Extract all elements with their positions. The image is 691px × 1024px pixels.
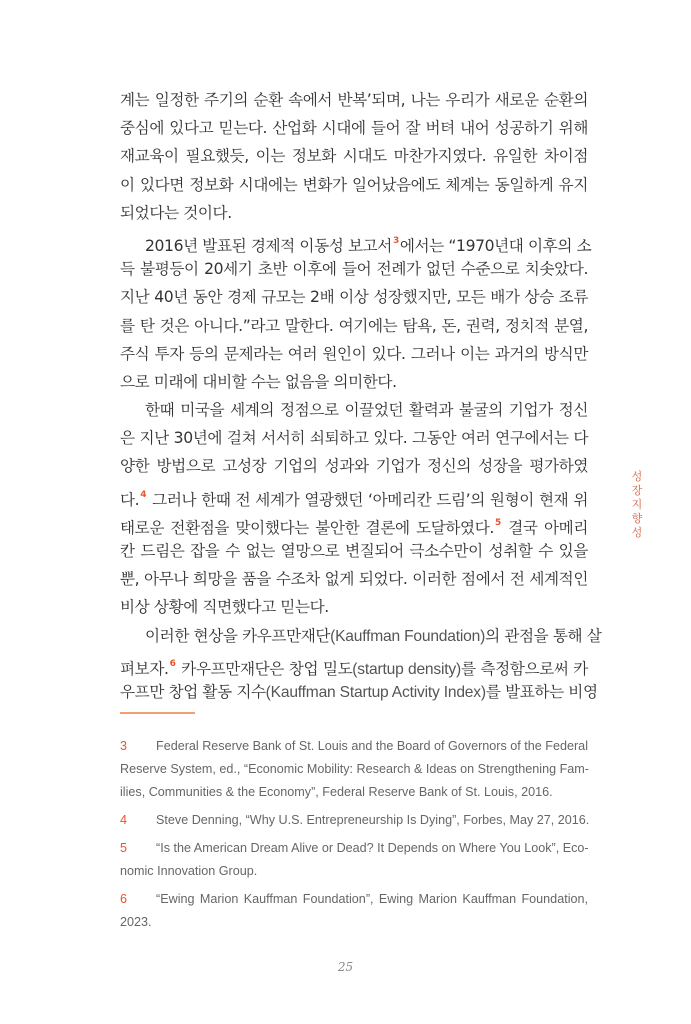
text-segment: 뿐, 아무나 희망을 품을 수조차 없게 되었다. 이러한 점에서 전 세계적인	[120, 570, 588, 589]
text-line	[120, 283, 588, 311]
footnote-text: ilies, Communities & the Economy”, Federal Reserve Bank of St. Louis, 2016.	[120, 785, 553, 799]
text-segment: 으로 미래에 대비할 수는 없음을 의미한다.	[120, 372, 397, 391]
text-segment: 되었다는 것이다.	[120, 203, 232, 222]
side-label-char: 지	[631, 498, 643, 511]
text-line	[120, 199, 588, 227]
text-segment: 의 관점을 통해 살	[485, 626, 602, 645]
footnote-marker: 6	[169, 658, 176, 669]
side-label-char: 성	[631, 526, 643, 539]
footnote-text: “Is the American Dream Alive or Dead? It Depends on Where You Look”, Eco-	[156, 841, 589, 855]
latin-text: (Kauffman Foundation)	[330, 627, 486, 645]
text-segment: 이러한 현상을 카우프만재단	[145, 626, 331, 645]
footnote-line	[120, 888, 588, 911]
footnotes	[120, 735, 588, 939]
text-line	[120, 86, 588, 114]
text-segment: 그러나 한때 전 세계가 열광했던 ‘아메리칸 드림’의 원형이 현재 위	[147, 490, 588, 509]
text-segment: 를 측정함으로써 카	[460, 659, 588, 678]
text-line	[120, 396, 588, 424]
text-segment: 를 발표하는 비영	[485, 682, 598, 701]
footnote-line	[120, 911, 588, 934]
page-number: 25	[337, 960, 354, 974]
footnote-line	[120, 837, 588, 860]
footnote	[120, 837, 588, 883]
footnote-number: 3	[120, 739, 128, 753]
text-segment: 우프만 창업 활동 지수	[120, 682, 266, 701]
text-segment: 양한 방법으로 고성장 기업의 성과와 기업가 정신의 성장을 평가하였	[120, 457, 588, 476]
latin-text: (Kauffman Startup Activity Index)	[265, 683, 486, 701]
text-line	[120, 340, 588, 368]
footnote-text: Steve Denning, “Why U.S. Entrepreneurship Is Dying”, Forbes, May 27, 2016.	[156, 813, 590, 827]
text-segment: 득 불평등이 20세기 초반 이후에 들어 전례가 없던 수준으로 치솟았다.	[120, 260, 588, 279]
footnote-number: 5	[120, 841, 128, 855]
footnote-text: Federal Reserve Bank of St. Louis and the Board of Governors of the Federal	[156, 739, 588, 753]
footnote	[120, 888, 588, 934]
text-segment: 를 탄 것은 아니다.”라고 말한다. 여기에는 탐욕, 돈, 권력, 정치적 분열,	[120, 316, 588, 335]
side-label-char: 성	[631, 470, 643, 483]
text-line	[120, 368, 588, 396]
footnote	[120, 809, 588, 832]
text-segment: 태로운 전환점을 맞이했다는 불안한 결론에 도달하였다.	[120, 518, 494, 537]
footnote-text: 2023.	[120, 915, 152, 929]
footnote-line	[120, 781, 588, 804]
text-segment: 2016년 발표된 경제적 이동성 보고서	[145, 236, 392, 255]
text-segment: 중심에 있다고 믿는다. 산업화 시대에 들어 잘 버텨 내어 성공하기 위해	[120, 119, 588, 138]
text-segment: 지난 40년 동안 경제 규모는 2배 이상 성장했지만, 모든 배가 상승 조류	[120, 288, 588, 307]
text-line	[120, 509, 588, 537]
text-segment: 이 있다면 정보화 시대에는 변화가 일어났음에도 체계는 동일하게 유지	[120, 175, 588, 194]
text-segment: 주식 투자 등의 문제라는 여러 원인이 있다. 그러나 이는 과거의 방식만	[120, 344, 588, 363]
footnote-text: Reserve System, ed., “Economic Mobility: Research & Ideas on Strengthening Fam-	[120, 762, 589, 776]
text-line	[120, 424, 588, 452]
footnote-line	[120, 735, 588, 758]
footnote-divider	[120, 712, 195, 714]
text-line	[120, 622, 602, 650]
text-line	[120, 650, 588, 678]
text-line	[120, 312, 588, 340]
text-line	[120, 171, 588, 199]
footnote	[120, 735, 588, 804]
footnote-marker: 3	[392, 235, 399, 246]
text-segment: 계는 일정한 주기의 순환 속에서 반복’되며, 나는 우리가 새로운 순환의	[120, 91, 588, 109]
text-segment: 재교육이 필요했듯, 이는 정보화 시대도 마찬가지였다. 유일한 차이점	[120, 147, 588, 166]
text-line	[120, 142, 588, 170]
text-line	[120, 678, 598, 706]
body-text	[120, 86, 602, 706]
side-label-char: 향	[631, 512, 643, 525]
latin-text: (startup density)	[352, 660, 461, 678]
text-segment: 카우프만재단은 창업 밀도	[176, 659, 353, 678]
footnote-marker: 4	[140, 489, 147, 500]
footnote-marker: 5	[494, 517, 501, 528]
text-segment: 은 지난 30년에 걸쳐 서서히 쇠퇴하고 있다. 그동안 여러 연구에서는 다	[120, 429, 588, 448]
text-segment: 결국 아메리	[501, 518, 588, 537]
text-segment: 한때 미국을 세계의 정점으로 이끌었던 활력과 불굴의 기업가 정신	[145, 401, 588, 420]
footnote-line	[120, 860, 588, 883]
side-label-char: 장	[631, 484, 643, 497]
text-line	[120, 255, 588, 283]
footnote-text: “Ewing Marion Kauffman Foundation”, Ewing Marion Kauffman Foundation,	[156, 892, 588, 906]
text-line	[120, 481, 588, 509]
footnote-number: 4	[120, 813, 128, 827]
footnote-number: 6	[120, 892, 128, 906]
text-line	[120, 537, 588, 565]
footnote-line	[120, 758, 588, 781]
footnote-line	[120, 809, 588, 832]
text-line	[120, 565, 588, 593]
text-line	[120, 227, 592, 255]
text-segment: 펴보자.	[120, 659, 169, 678]
footnote-text: nomic Innovation Group.	[120, 864, 258, 878]
text-segment: 다.	[120, 490, 140, 509]
text-line	[120, 593, 588, 621]
text-segment: 비상 상황에 직면했다고 믿는다.	[120, 598, 329, 617]
text-segment: 칸 드림은 잡을 수 없는 열망으로 변질되어 극소수만이 성취할 수 있을	[120, 542, 588, 560]
text-line	[120, 114, 588, 142]
text-segment: 에서는 “1970년대 이후의 소	[399, 236, 592, 255]
text-line	[120, 452, 588, 480]
chapter-side-label	[630, 470, 644, 540]
